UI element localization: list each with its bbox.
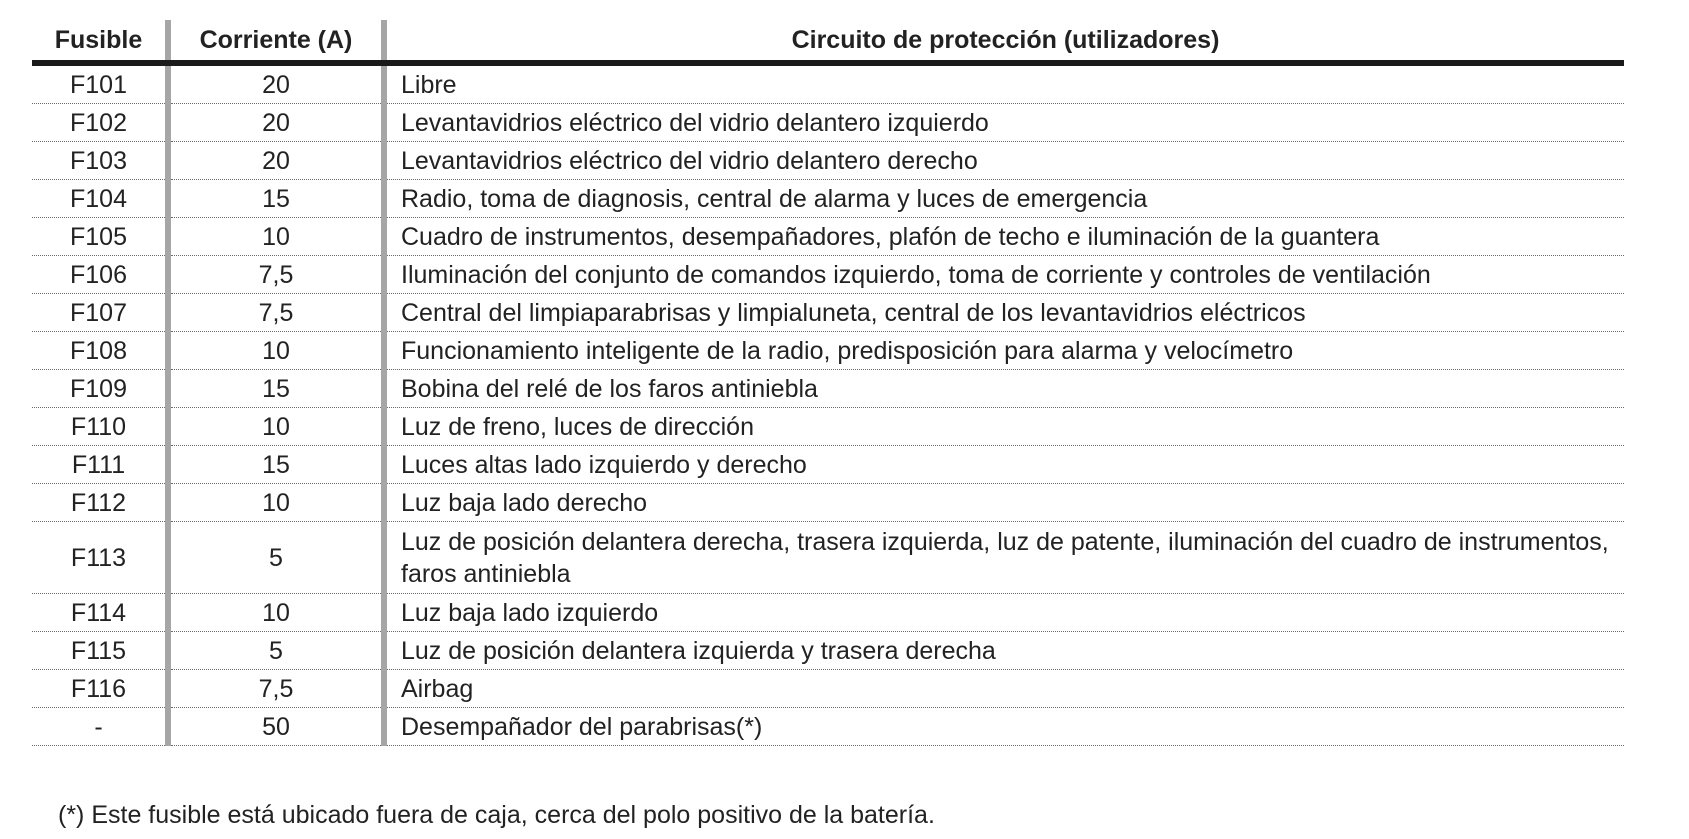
fuse-cell: F110: [32, 408, 168, 446]
fuse-cell: F116: [32, 670, 168, 708]
current-cell: 15: [168, 180, 384, 218]
circuit-cell: Desempañador del parabrisas(*): [384, 708, 1624, 746]
fuse-cell: F108: [32, 332, 168, 370]
fuse-cell: F109: [32, 370, 168, 408]
circuit-cell: Luz de posición delantera izquierda y trasera derecha: [384, 632, 1624, 670]
table-row: [32, 408, 1624, 446]
table-row: [32, 484, 1624, 522]
fuse-cell: -: [32, 708, 168, 746]
table-row: [32, 632, 1624, 670]
table-body: [32, 63, 1624, 746]
table-row: [32, 180, 1624, 218]
table-row: [32, 670, 1624, 708]
fuse-cell: F103: [32, 142, 168, 180]
current-cell: 7,5: [168, 256, 384, 294]
current-cell: 20: [168, 63, 384, 104]
table-row: [32, 294, 1624, 332]
footnote: (*) Este fusible está ubicado fuera de caja, cerca del polo positivo de la batería.: [58, 801, 935, 829]
table-row: [32, 218, 1624, 256]
table-row: [32, 522, 1624, 594]
current-cell: 10: [168, 218, 384, 256]
header-circuit: Circuito de protección (utilizadores): [384, 20, 1624, 63]
fuse-cell: F101: [32, 63, 168, 104]
table-header: [32, 20, 1624, 63]
circuit-cell: Luz baja lado derecho: [384, 484, 1624, 522]
fuse-cell: F104: [32, 180, 168, 218]
circuit-cell: Luz de posición delantera derecha, trasera izquierda, luz de patente, iluminación del cuadro de instrumentos, faros antiniebla: [384, 522, 1624, 594]
fuse-cell: F114: [32, 594, 168, 632]
current-cell: 20: [168, 142, 384, 180]
table-row: [32, 256, 1624, 294]
table-row: [32, 446, 1624, 484]
table-row: [32, 708, 1624, 746]
header-current: Corriente (A): [168, 20, 384, 63]
circuit-cell: Iluminación del conjunto de comandos izquierdo, toma de corriente y controles de ventilación: [384, 256, 1624, 294]
current-cell: 10: [168, 332, 384, 370]
circuit-cell: Levantavidrios eléctrico del vidrio delantero derecho: [384, 142, 1624, 180]
fuse-cell: F106: [32, 256, 168, 294]
circuit-cell: Cuadro de instrumentos, desempañadores, plafón de techo e iluminación de la guantera: [384, 218, 1624, 256]
circuit-cell: Radio, toma de diagnosis, central de alarma y luces de emergencia: [384, 180, 1624, 218]
circuit-cell: Funcionamiento inteligente de la radio, predisposición para alarma y velocímetro: [384, 332, 1624, 370]
current-cell: 5: [168, 522, 384, 594]
table-row: [32, 142, 1624, 180]
table-row: [32, 332, 1624, 370]
current-cell: 50: [168, 708, 384, 746]
current-cell: 7,5: [168, 294, 384, 332]
current-cell: 10: [168, 484, 384, 522]
circuit-cell: Bobina del relé de los faros antiniebla: [384, 370, 1624, 408]
fuse-cell: F105: [32, 218, 168, 256]
current-cell: 15: [168, 446, 384, 484]
current-cell: 5: [168, 632, 384, 670]
table-row: [32, 370, 1624, 408]
circuit-cell: Levantavidrios eléctrico del vidrio delantero izquierdo: [384, 104, 1624, 142]
current-cell: 15: [168, 370, 384, 408]
table-row: [32, 104, 1624, 142]
fuse-cell: F115: [32, 632, 168, 670]
fuse-table: [32, 20, 1624, 746]
fuse-cell: F102: [32, 104, 168, 142]
circuit-cell: Central del limpiaparabrisas y limpialuneta, central de los levantavidrios eléctricos: [384, 294, 1624, 332]
circuit-cell: Luz de freno, luces de dirección: [384, 408, 1624, 446]
current-cell: 10: [168, 408, 384, 446]
table-row: [32, 594, 1624, 632]
current-cell: 10: [168, 594, 384, 632]
circuit-cell: Airbag: [384, 670, 1624, 708]
current-cell: 20: [168, 104, 384, 142]
fuse-cell: F113: [32, 522, 168, 594]
header-row: [32, 20, 1624, 63]
circuit-cell: Luces altas lado izquierdo y derecho: [384, 446, 1624, 484]
header-fuse: Fusible: [32, 20, 168, 63]
fuse-cell: F112: [32, 484, 168, 522]
fuse-cell: F111: [32, 446, 168, 484]
circuit-cell: Libre: [384, 63, 1624, 104]
table-row: [32, 63, 1624, 104]
fuse-cell: F107: [32, 294, 168, 332]
current-cell: 7,5: [168, 670, 384, 708]
circuit-cell: Luz baja lado izquierdo: [384, 594, 1624, 632]
